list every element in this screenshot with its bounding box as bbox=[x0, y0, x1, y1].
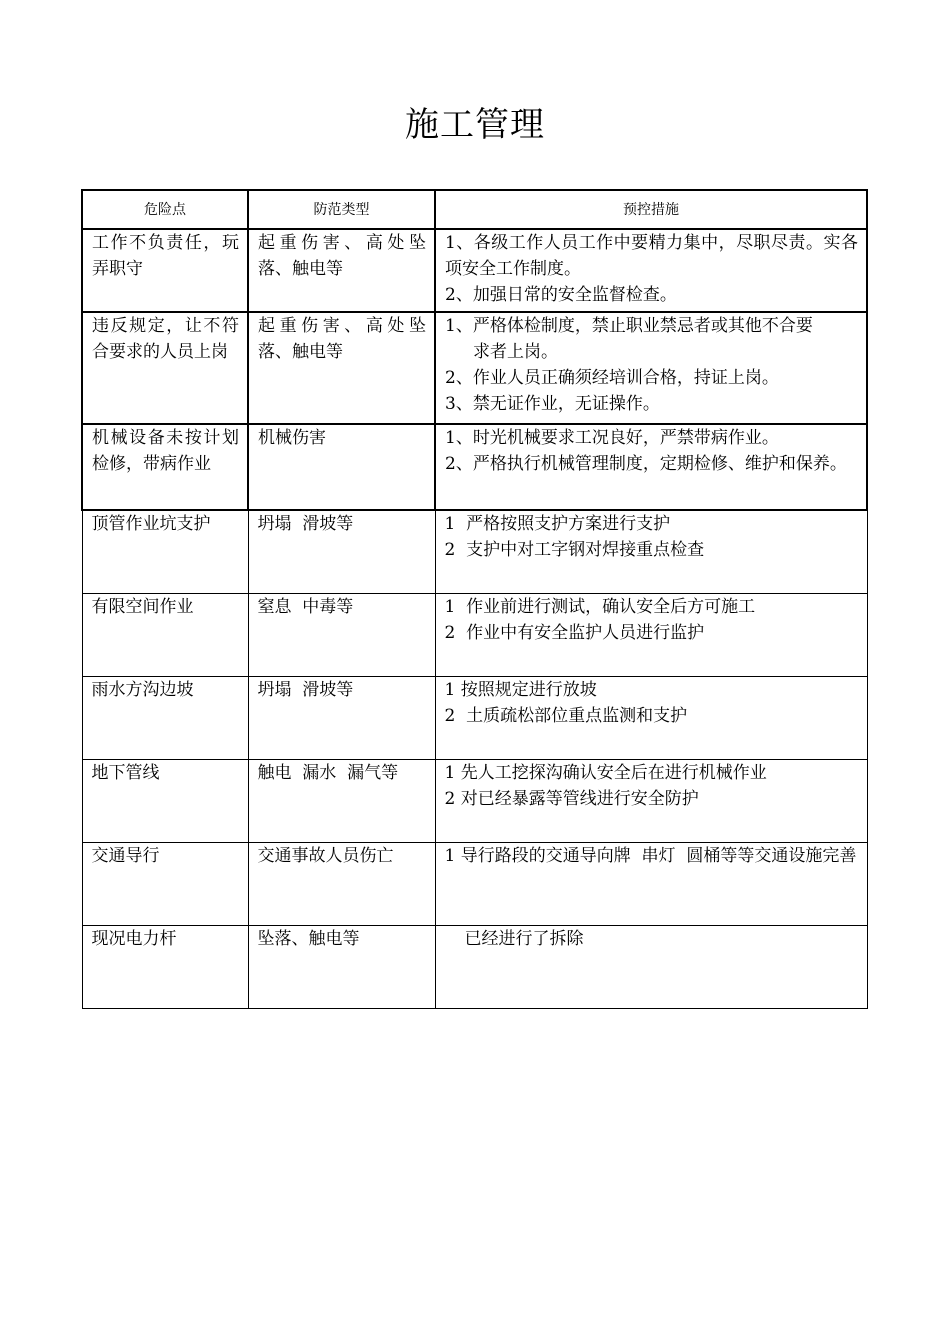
hazard-cell: 违反规定，让不符合要求的人员上岗 bbox=[82, 312, 248, 424]
table-row bbox=[82, 759, 867, 842]
table-row bbox=[82, 925, 867, 1008]
measure-line: 2、加强日常的安全监督检查。 bbox=[445, 285, 677, 305]
measures-cell bbox=[435, 925, 867, 1008]
type-cell: 起重伤害、高处坠落、触电等 bbox=[248, 312, 435, 424]
measure-line: 2 作业中有安全监护人员进行监护 bbox=[444, 622, 705, 643]
type-cell: 机械伤害 bbox=[248, 424, 435, 510]
measure-line: 1 导行路段的交通导向牌 串灯 圆桶等等交通设施完善 bbox=[444, 845, 857, 866]
table-row bbox=[82, 312, 867, 424]
measures-cell bbox=[435, 229, 867, 312]
measure-line: 1、各级工作人员工作中要精力集中，尽职尽责。实各项安全工作制度。 bbox=[445, 233, 858, 279]
table-header-row bbox=[82, 190, 867, 229]
measures-cell bbox=[435, 424, 867, 510]
table-row bbox=[82, 424, 867, 510]
type-cell: 触电 漏水 漏气等 bbox=[248, 759, 435, 842]
table-row bbox=[82, 229, 867, 312]
header-hazard: 危险点 bbox=[82, 190, 248, 229]
risk-control-table bbox=[81, 189, 868, 1009]
table-row bbox=[82, 510, 867, 593]
hazard-cell: 交通导行 bbox=[82, 842, 248, 925]
hazard-cell: 机械设备未按计划检修，带病作业 bbox=[82, 424, 248, 510]
page-title: 施工管理 bbox=[405, 105, 545, 145]
header-measures: 预控措施 bbox=[435, 190, 867, 229]
hazard-cell: 地下管线 bbox=[82, 759, 248, 842]
measures-cell bbox=[435, 312, 867, 424]
measure-line: 2 对已经暴露等管线进行安全防护 bbox=[444, 788, 699, 809]
measure-line: 2、严格执行机械管理制度，定期检修、维护和保养。 bbox=[445, 454, 847, 474]
measures-cell bbox=[435, 593, 867, 676]
hazard-cell: 有限空间作业 bbox=[82, 593, 248, 676]
type-cell: 坍塌 滑坡等 bbox=[248, 510, 435, 593]
type-cell: 交通事故人员伤亡 bbox=[248, 842, 435, 925]
hazard-cell: 现况电力杆 bbox=[82, 925, 248, 1008]
measures-cell bbox=[435, 676, 867, 759]
type-cell: 坍塌 滑坡等 bbox=[248, 676, 435, 759]
measure-line: 1 作业前进行测试，确认安全后方可施工 bbox=[444, 596, 756, 617]
measure-line: 3、禁无证作业，无证操作。 bbox=[445, 394, 660, 414]
measures-cell bbox=[435, 842, 867, 925]
table-row bbox=[82, 842, 867, 925]
measure-line: 1 按照规定进行放坡 bbox=[444, 679, 597, 700]
hazard-cell: 工作不负责任，玩弄职守 bbox=[82, 229, 248, 312]
measure-line: 1、严格体检制度，禁止职业禁忌者或其他不合要 bbox=[445, 316, 813, 336]
measure-line: 1 先人工挖探沟确认安全后在进行机械作业 bbox=[444, 762, 767, 783]
measure-line: 1、时光机械要求工况良好，严禁带病作业。 bbox=[445, 428, 779, 448]
hazard-cell: 顶管作业坑支护 bbox=[82, 510, 248, 593]
type-cell: 坠落、触电等 bbox=[248, 925, 435, 1008]
type-cell: 窒息 中毒等 bbox=[248, 593, 435, 676]
measures-cell bbox=[435, 759, 867, 842]
table-row bbox=[82, 593, 867, 676]
hazard-cell: 雨水方沟边坡 bbox=[82, 676, 248, 759]
header-type: 防范类型 bbox=[248, 190, 435, 229]
measure-line: 2 土质疏松部位重点监测和支护 bbox=[444, 705, 688, 726]
measures-cell bbox=[435, 510, 867, 593]
table-row bbox=[82, 676, 867, 759]
measure-line: 求者上岗。 bbox=[473, 342, 558, 362]
measure-line: 1 严格按照支护方案进行支护 bbox=[444, 514, 671, 534]
measure-line: 2、作业人员正确须经培训合格，持证上岗。 bbox=[445, 368, 779, 388]
type-cell: 起重伤害、高处坠落、触电等 bbox=[248, 229, 435, 312]
measure-line: 已经进行了拆除 bbox=[464, 928, 584, 949]
measure-line: 2 支护中对工字钢对焊接重点检查 bbox=[444, 540, 705, 560]
